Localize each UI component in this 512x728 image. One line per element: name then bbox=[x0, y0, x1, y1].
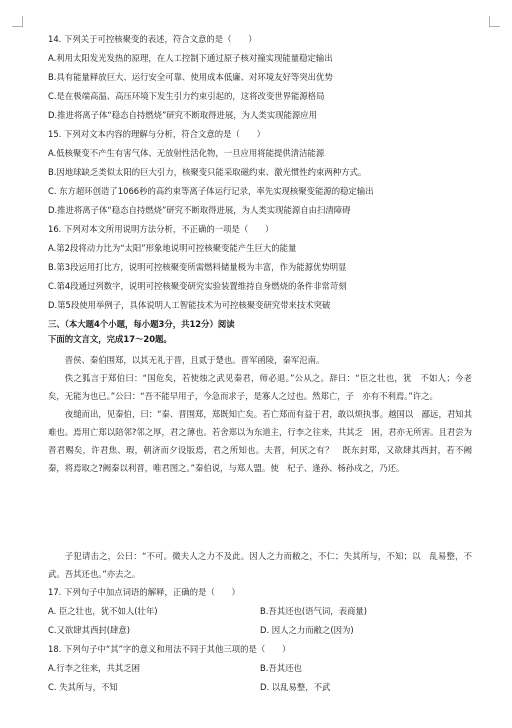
question-15-stem: 15. 下列对文本内容的理解与分析，符合文意的是（ ） bbox=[48, 129, 265, 139]
section-3-heading: 三、（本大题4个小题，每小题3分，共12分）阅读 bbox=[48, 319, 235, 329]
question-18-option-a: A.行李之往来，共其乏困 bbox=[48, 663, 140, 673]
question-14-stem: 14. 下列关于可控核聚变的表述，符合文意的是（ ） bbox=[48, 34, 257, 44]
question-18-option-c: C. 失其所与，不知 bbox=[48, 682, 118, 692]
question-18-options-row-1 bbox=[48, 659, 472, 678]
question-15-option-b: B.因地球缺乏类似太阳的巨大引力，核聚变只能采取磁约束、激光惯性约束两种方式。 bbox=[48, 167, 367, 177]
question-17-option-d: D. 因人之力而敝之(因为) bbox=[260, 625, 354, 635]
question-18-stem: 18. 下列句子中“其”字的意义和用法不同于其他三项的是（ ） bbox=[48, 644, 291, 654]
question-17-option-c: C.又欲肆其西封(肆意) bbox=[48, 625, 131, 635]
question-15-option-d: D.推进将离子体“稳态自持燃烧”研究不断取得进展，为人类实现能源自由扫清障碍 bbox=[48, 205, 351, 215]
question-14-option-b: B.具有能量释放巨大、运行安全可靠、使用成本低廉、对环境友好等突出优势 bbox=[48, 72, 333, 82]
question-16-option-c: C.第4段通过列数字，说明可控核聚变研究实验装置维持自身燃烧的条件非常苛刻 bbox=[48, 281, 347, 291]
question-14-option-c: C.是在极端高温、高压环境下发生引力约束引起的，这将改变世界能源格局 bbox=[48, 91, 325, 101]
question-18-option-b: B.吾其还也 bbox=[260, 663, 302, 673]
question-16-option-b: B.第3段运用打比方，说明可控核聚变所需燃料储量极为丰富，作为能源优势明显 bbox=[48, 262, 347, 272]
question-14-option-d: D.推进将离子体“稳态自持燃烧”研究不断取得进展，为人类实现能源应用 bbox=[48, 110, 318, 120]
passage-paragraph-2: 佚之狐言于郑伯曰：“国危矣，若使烛之武见秦君，师必退。”公从之。辞曰：“臣之壮也，犹 不如人；今老矣，无能为也已。”公曰：“吾不能早用子，今急而求子，是寡人之过也。然郑亡，子 亦有不利焉。”许之。 bbox=[48, 373, 472, 401]
passage-paragraph-4: 子犯请击之，公曰：“不可。微夫人之力不及此。因人之力而敝之，不仁；失其所与，不知；以 乱易整，不武。吾其还也。”亦去之。 bbox=[48, 551, 472, 579]
question-17-option-a: A. 臣之壮也，犹不如人(壮年) bbox=[48, 606, 158, 616]
question-17-stem: 17. 下列句子中加点词语的解释，正确的是（ ） bbox=[48, 587, 240, 597]
question-16-stem: 16. 下列对本文所用说明方法分析，不正确的一项是（ ） bbox=[48, 224, 274, 234]
question-16-option-a: A.第2段将动力比为“太阳”形象地说明可控核聚变能产生巨大的能量 bbox=[48, 243, 297, 253]
question-18-options-row-2 bbox=[48, 678, 472, 697]
document-page bbox=[48, 30, 472, 697]
question-14-option-a: A.利用太阳发光发热的原理，在人工控制下通过原子核对撞实现能量稳定输出 bbox=[48, 53, 333, 63]
passage-paragraph-1: 晋侯、秦伯围郑，以其无礼于晋，且贰于楚也。晋军函陵，秦军氾南。 bbox=[64, 355, 325, 365]
question-17-options-row-1 bbox=[48, 602, 472, 621]
question-15-option-a: A.低核聚变不产生有害气体、无放射性活化物，一旦应用将能提供清洁能源 bbox=[48, 148, 325, 158]
question-16-option-d: D.第5段使用举例子，具体说明人工智能技术为可控核聚变研究带来技术突破 bbox=[48, 300, 331, 310]
blank-gap bbox=[48, 477, 472, 547]
question-15-option-c: C. 东方超环创造了1066秒的高约束等离子体运行记录，率先实现核聚变能源的稳定输出 bbox=[48, 186, 374, 196]
section-3-intro: 下面的文言文，完成17～20题。 bbox=[48, 334, 172, 344]
question-17-option-b: B.吾其还也(语气词，表商量) bbox=[260, 606, 368, 616]
passage-paragraph-3: 夜缒而出，见秦伯，曰：“秦、晋围郑，郑既知亡矣。若亡郑而有益于君，敢以烦执事。越国以 鄙远，君知其难也。焉用亡郑以陪邻?邻之厚，君之薄也。若舍郑以为东道主，行李之往来，共其乏 困，君亦无所害。且君尝为晋君赐矣，许君焦、瑕，朝济而夕设版焉，君之所知也。夫晋，何厌之有？ 既东封郑，又欲肆其西封，若不阙秦，将焉取之?阙秦以利晋，唯君图之。”秦伯说，与郑人盟。使 杞子、逢孙、杨孙戍之，乃还。 bbox=[48, 409, 472, 473]
page-corner-mark-top-right bbox=[489, 16, 500, 27]
question-17-options-row-2 bbox=[48, 621, 472, 640]
page-corner-mark-top-left bbox=[12, 16, 23, 27]
question-18-option-d: D. 以乱易整，不武 bbox=[260, 682, 331, 692]
